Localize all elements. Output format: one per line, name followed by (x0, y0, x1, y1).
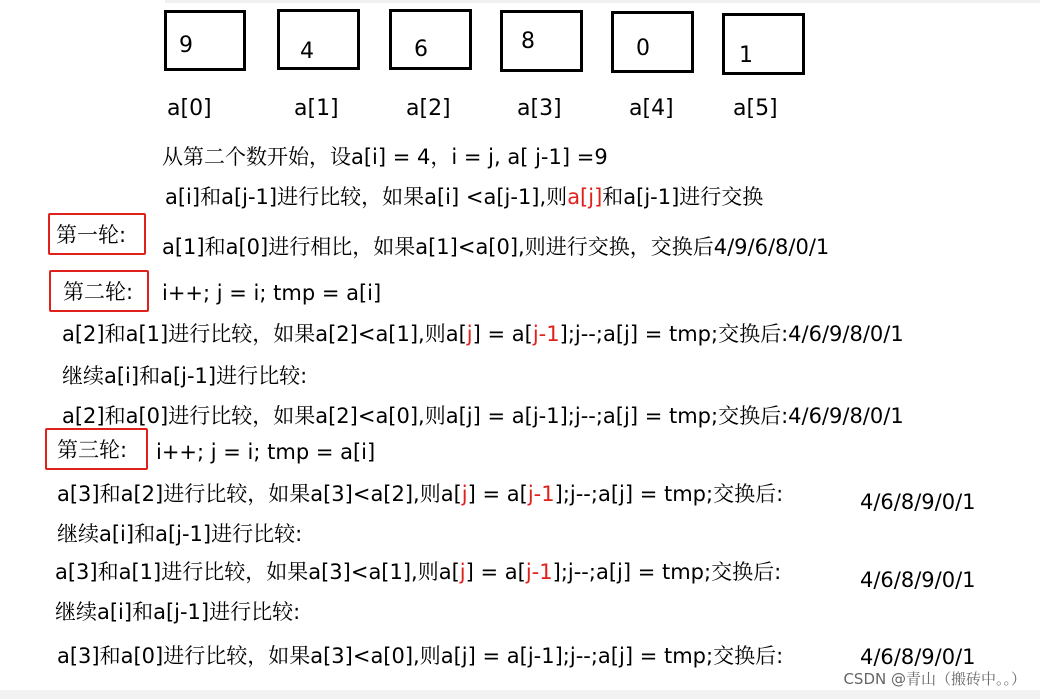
array-box-0 (164, 10, 246, 71)
array-value: 8 (521, 29, 535, 54)
array-box-5 (722, 13, 805, 75)
array-value: 9 (179, 33, 193, 58)
highlight-j: j (459, 560, 466, 584)
array-box-3 (500, 10, 583, 72)
step-text: ];j--;a[j] = tmp;交换后: (552, 560, 782, 584)
array-value: 0 (636, 36, 650, 61)
index-label-4: a[4] (629, 96, 674, 121)
round2-step2: a[2]和a[0]进行比较，如果a[2]<a[0],则a[j] = a[j-1];j--;a[j] = tmp;交换后:4/6/9/8/0/1 (62, 404, 904, 428)
round3-step2 (55, 557, 781, 587)
highlight-j-1: j-1 (532, 322, 560, 346)
intro-line-2 (165, 182, 763, 212)
bottom-edge (0, 690, 1040, 699)
round2-header: i++; j = i; tmp = a[i] (162, 281, 382, 305)
step-text: ] = a[ (472, 322, 533, 346)
highlight-j-1: j-1 (525, 560, 553, 584)
round3-header: i++; j = i; tmp = a[i] (156, 440, 376, 464)
array-value: 4 (300, 39, 314, 64)
step-text: ];j--;a[j] = tmp;交换后: (554, 482, 784, 506)
step-text: a[3]和a[2]进行比较，如果a[3]<a[2],则a[ (57, 482, 462, 506)
step-text: ];j--;a[j] = tmp;交换后:4/6/9/8/0/1 (559, 322, 904, 346)
intro-line-1: 从第二个数开始，设a[i] = 4，i = j, a[ j-1] =9 (162, 145, 608, 169)
round3-continue-2: 继续a[i]和a[j-1]进行比较: (55, 600, 301, 624)
array-value: 6 (414, 37, 428, 62)
array-box-1 (277, 9, 360, 70)
array-box-4 (611, 11, 694, 73)
round3-continue-1: 继续a[i]和a[j-1]进行比较: (57, 522, 303, 546)
highlight-j: j (461, 482, 468, 506)
round3-label: 第三轮: (45, 428, 148, 470)
index-label-5: a[5] (733, 96, 778, 121)
intro-text: 和a[j-1]进行交换 (602, 185, 764, 209)
top-edge (165, 0, 1040, 3)
round2-label: 第二轮: (49, 270, 149, 312)
round3-step1-result: 4/6/8/9/0/1 (860, 490, 976, 514)
round1-text: a[1]和a[0]进行相比，如果a[1]<a[0],则进行交换，交换后4/9/6/8/0/1 (162, 235, 830, 259)
step-text: ] = a[ (465, 560, 526, 584)
index-label-3: a[3] (517, 96, 562, 121)
step-text: ] = a[ (467, 482, 528, 506)
index-label-2: a[2] (406, 96, 451, 121)
round3-step3-result: 4/6/8/9/0/1 (860, 645, 976, 669)
index-label-1: a[1] (294, 96, 339, 121)
round3-step3: a[3]和a[0]进行比较，如果a[3]<a[0],则a[j] = a[j-1];j--;a[j] = tmp;交换后: (57, 644, 784, 668)
array-value: 1 (739, 43, 753, 68)
index-label-0: a[0] (167, 96, 212, 121)
round3-step1 (57, 479, 783, 509)
highlight-j: j (466, 322, 473, 346)
round2-step1 (62, 319, 904, 349)
array-box-2 (389, 9, 472, 70)
intro-highlight: a[j] (567, 185, 603, 209)
intro-text: a[i]和a[j-1]进行比较，如果a[i] <a[j-1],则 (165, 185, 568, 209)
highlight-j-1: j-1 (527, 482, 555, 506)
round2-continue: 继续a[i]和a[j-1]进行比较: (62, 364, 308, 388)
round3-step2-result: 4/6/8/9/0/1 (860, 568, 976, 592)
step-text: a[2]和a[1]进行比较，如果a[2]<a[1],则a[ (62, 322, 467, 346)
step-text: a[3]和a[1]进行比较，如果a[3]<a[1],则a[ (55, 560, 460, 584)
csdn-watermark: CSDN @青山（搬砖中。。） (843, 670, 1026, 688)
round1-label: 第一轮: (48, 213, 146, 255)
